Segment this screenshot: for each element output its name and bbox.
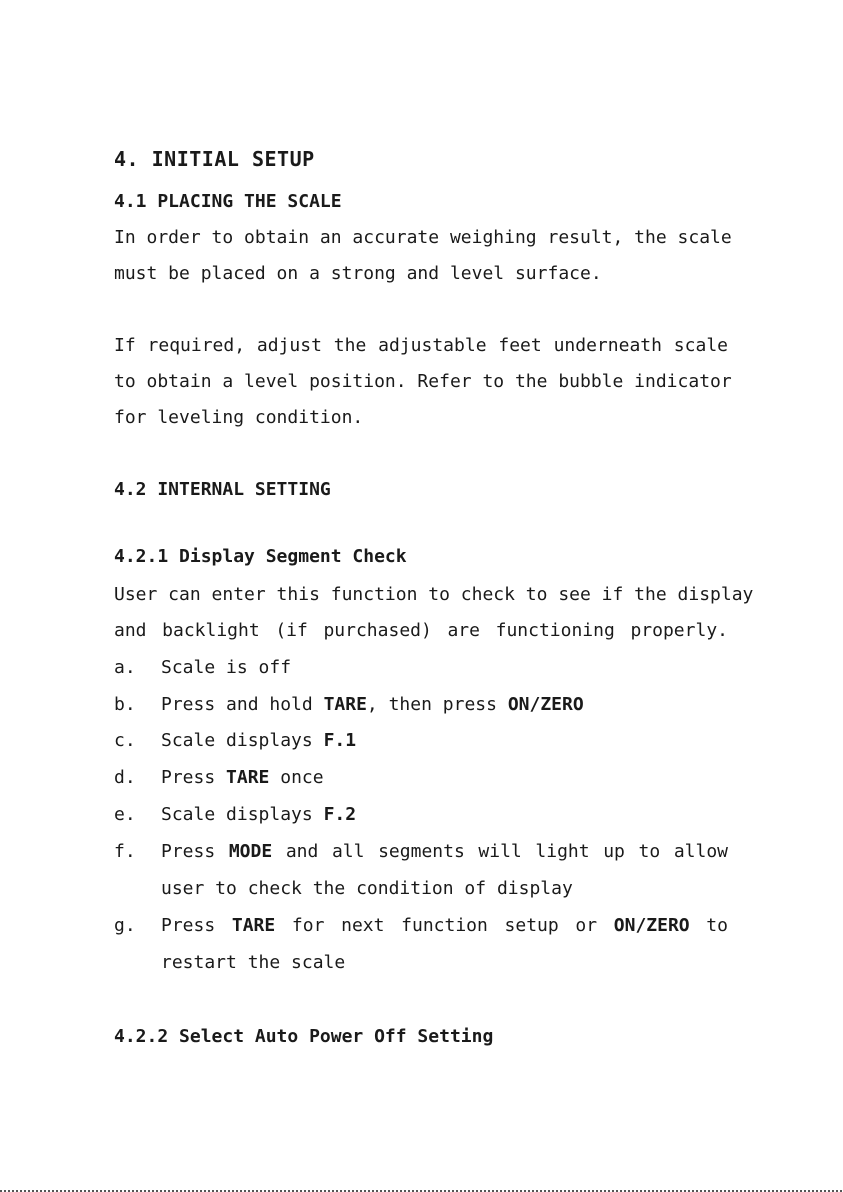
key-label: TARE <box>226 767 270 788</box>
display-code: F.2 <box>323 804 357 825</box>
list-marker: g. <box>114 915 136 936</box>
list-item <box>161 914 728 938</box>
list-marker: e. <box>114 804 136 825</box>
key-label: ON/ZERO <box>613 915 690 936</box>
list-item-text: Press and hold <box>161 694 324 715</box>
subsection-heading-placing: 4.1 PLACING THE SCALE <box>114 191 342 212</box>
list-item-text: Press <box>161 841 229 862</box>
list-item-text: Scale displays <box>161 804 324 825</box>
list-item <box>161 693 584 717</box>
list-item-text: once <box>269 767 324 788</box>
list-marker: a. <box>114 657 136 678</box>
list-item-text: Scale displays <box>161 730 324 751</box>
paragraph-line: and backlight (if purchased) are functioning properly. <box>114 620 728 641</box>
paragraph-line: for leveling condition. <box>114 407 364 428</box>
paragraph-line: If required, adjust the adjustable feet underneath scale <box>114 335 728 356</box>
list-item-text: restart the scale <box>161 952 346 973</box>
key-label: TARE <box>231 915 276 936</box>
key-label: MODE <box>228 841 273 862</box>
list-item-text: Press <box>161 767 227 788</box>
list-item <box>161 766 324 790</box>
key-label: ON/ZERO <box>507 694 584 715</box>
list-item-text: Press <box>161 915 232 936</box>
key-label: TARE <box>323 694 367 715</box>
section-title: 4. INITIAL SETUP <box>114 147 315 171</box>
list-item <box>161 729 356 753</box>
list-item-text: to <box>689 915 728 936</box>
subsection-heading-internal: 4.2 INTERNAL SETTING <box>114 479 331 500</box>
display-code: F.1 <box>323 730 357 751</box>
list-marker: f. <box>114 841 136 862</box>
paragraph-line: User can enter this function to check to see if the display <box>114 584 754 605</box>
paragraph-line: to obtain a level position. Refer to the bubble indicator <box>114 371 732 392</box>
list-item-text: , then press <box>366 694 508 715</box>
list-marker: d. <box>114 767 136 788</box>
subsubsection-heading-auto-power-off: 4.2.2 Select Auto Power Off Setting <box>114 1026 494 1047</box>
list-item <box>161 840 728 864</box>
paragraph-line: must be placed on a strong and level surface. <box>114 263 602 284</box>
paragraph-line: In order to obtain an accurate weighing result, the scale <box>114 227 732 248</box>
subsubsection-heading-display-check: 4.2.1 Display Segment Check <box>114 546 407 567</box>
list-item-text: for next function setup or <box>275 915 614 936</box>
list-item-text: user to check the condition of display <box>161 878 573 899</box>
list-marker: c. <box>114 730 136 751</box>
list-item-text: Scale is off <box>161 657 292 678</box>
list-item <box>161 803 356 827</box>
list-item-text: and all segments will light up to allow <box>272 841 728 862</box>
list-marker: b. <box>114 694 136 715</box>
